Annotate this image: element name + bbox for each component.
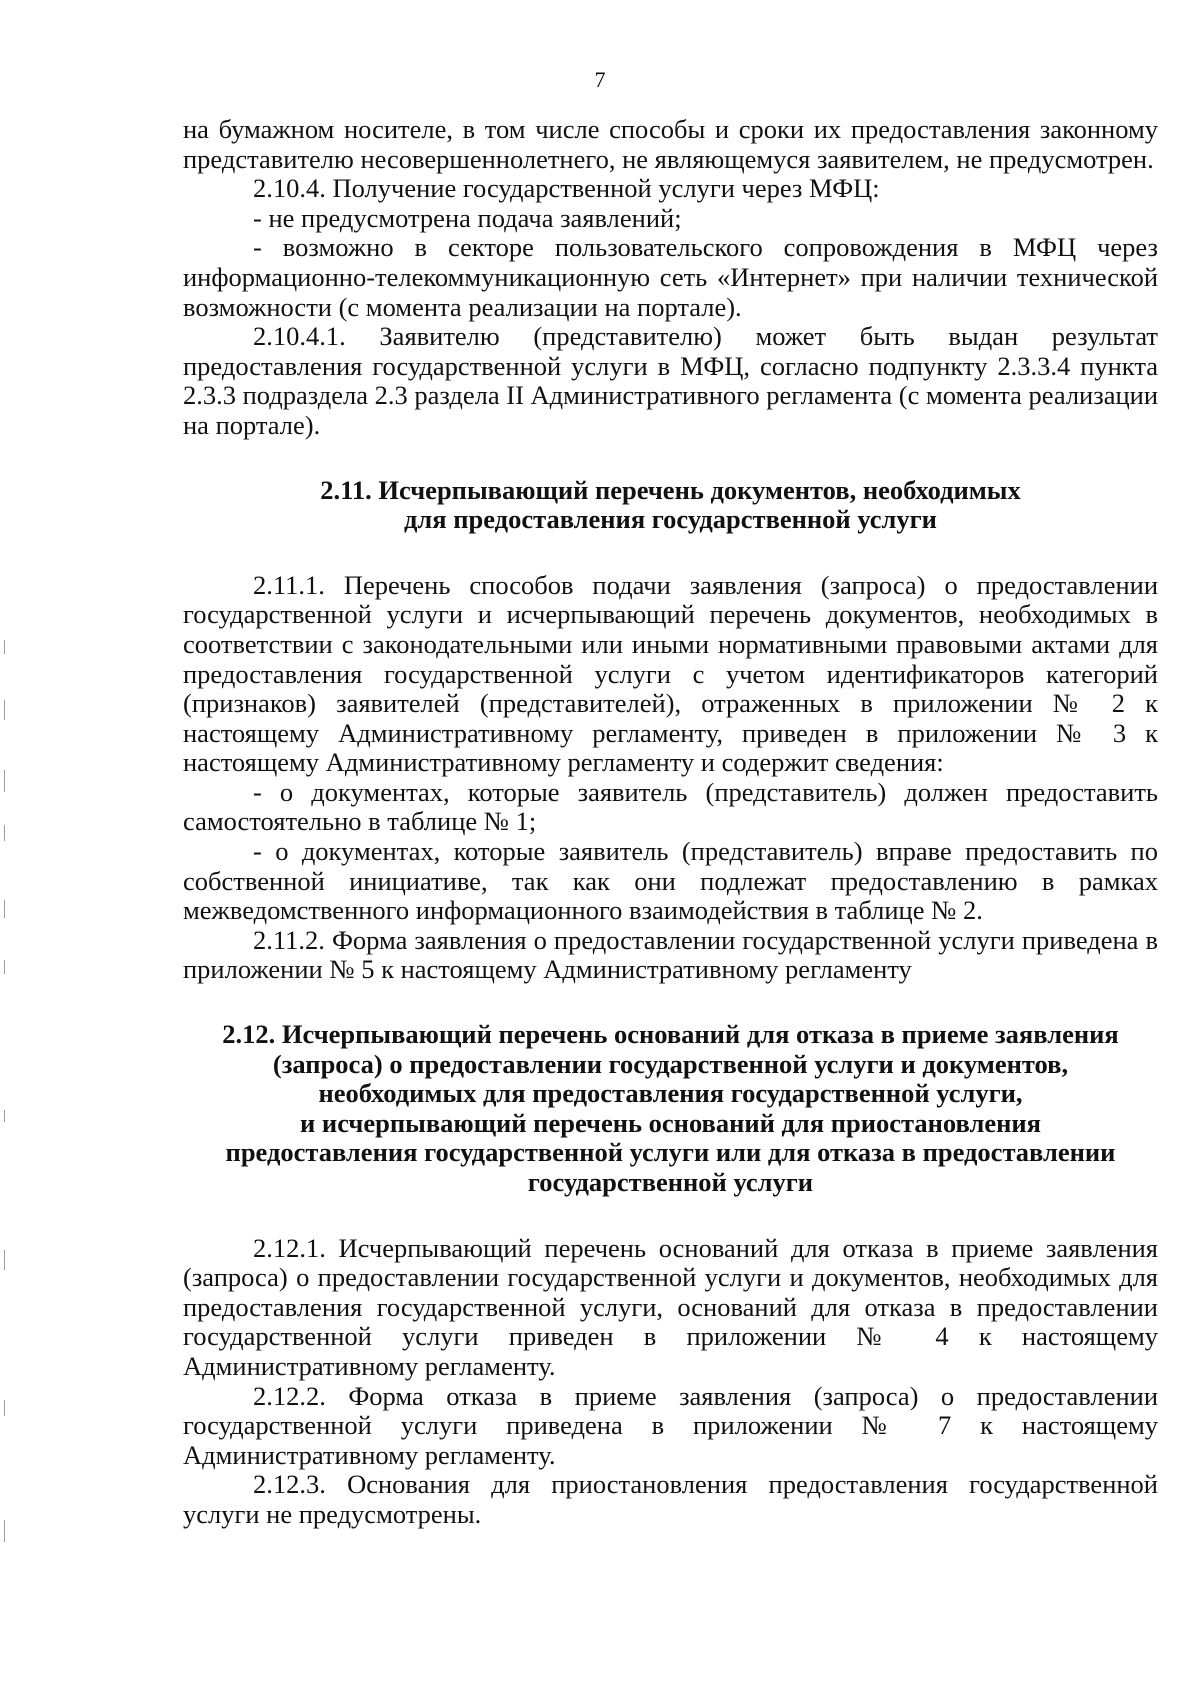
heading-line: 2.12. Исчерпывающий перечень оснований для отказа в приеме заявления [222, 1019, 1119, 1050]
paragraph-2-12-1: 2.12.1. Исчерпывающий перечень оснований для отказа в приеме заявления (запроса) о предоставлении государственной услуги и документов, необходимых для предоставления государственной услуги, оснований для отказа в предоставлении государственной услуги приведен в приложении № 4 к настоящему Административному регламенту. [183, 1232, 1158, 1381]
list-item-no-applications: - не предусмотрена подача заявлений; [253, 202, 682, 233]
heading-line: необходимых для предоставления государственной услуги, [318, 1078, 1023, 1109]
heading-line: и исчерпывающий перечень оснований для приостановления [300, 1107, 1041, 1138]
page-number: 7 [594, 67, 606, 92]
heading-line: предоставления государственной услуги или для отказа в предоставлении [225, 1137, 1116, 1168]
paragraph-2-12-3: 2.12.3. Основания для приостановления предоставления государственной услуги не предусмотрены. [183, 1469, 1158, 1529]
paragraph-2-10-4: 2.10.4. Получение государственной услуги через МФЦ: [253, 173, 880, 204]
paragraph-2-11-2: 2.11.2. Форма заявления о предоставлении государственной услуги приведена в приложении № 5 к настоящему Административному регламенту [183, 924, 1158, 985]
paragraph-2-12-2: 2.12.2. Форма отказа в приеме заявления (запроса) о предоставлении государственной услуги приведена в приложении № 7 к настоящему Административному регламенту. [183, 1380, 1158, 1470]
document-body [183, 115, 1158, 1530]
heading-line: 2.11. Исчерпывающий перечень документов, необходимых [320, 474, 1021, 505]
scan-margin-marks [4, 640, 6, 1640]
section-heading-2-11 [183, 476, 1158, 535]
list-item-documents-self: - о документах, которые заявитель (представитель) должен предоставить самостоятельно в таблице № 1; [183, 776, 1158, 837]
paragraph-2-11-1: 2.11.1. Перечень способов подачи заявления (запроса) о предоставлении государственной услуги и исчерпывающий перечень документов, необходимых в соответствии с законодательными или иными нормативными правовыми актами для предоставления государственной услуги с учетом идентификаторов категорий (признаков) заявителей (представителей), отраженных в приложении № 2 к настоящему Административному регламенту, приведен в приложении № 3 к настоящему Административному регламенту и содержит сведения: [183, 569, 1158, 778]
paragraph-continuation: на бумажном носителе, в том числе способы и сроки их предоставления законному представителю несовершеннолетнего, не являющемуся заявителем, не предусмотрен. [183, 114, 1158, 174]
paragraph-2-10-4-1: 2.10.4.1. Заявителю (представителю) может быть выдан результат предоставления государственной услуги в МФЦ, согласно подпункту 2.3.3.4 пункта 2.3.3 подраздела 2.3 раздела II Административного регламента (с момента реализации на портале). [183, 321, 1159, 440]
heading-line: для предоставления государственной услуги [404, 504, 937, 535]
list-item-user-support: - возможно в секторе пользовательского сопровождения в МФЦ через информационно-телекоммуникационную сеть «Интернет» при наличии технической возможности (с момента реализации на портале). [183, 232, 1158, 322]
list-item-documents-optional: - о документах, которые заявитель (представитель) вправе предоставить по собственной инициативе, так как они подлежат предоставлению в рамках межведомственного информационного взаимодействия в таблице № 2. [183, 836, 1158, 926]
heading-line: (запроса) о предоставлении государственной услуги и документов, [272, 1048, 1069, 1079]
section-heading-2-12 [183, 1020, 1158, 1198]
heading-line: государственной услуги [527, 1167, 814, 1197]
